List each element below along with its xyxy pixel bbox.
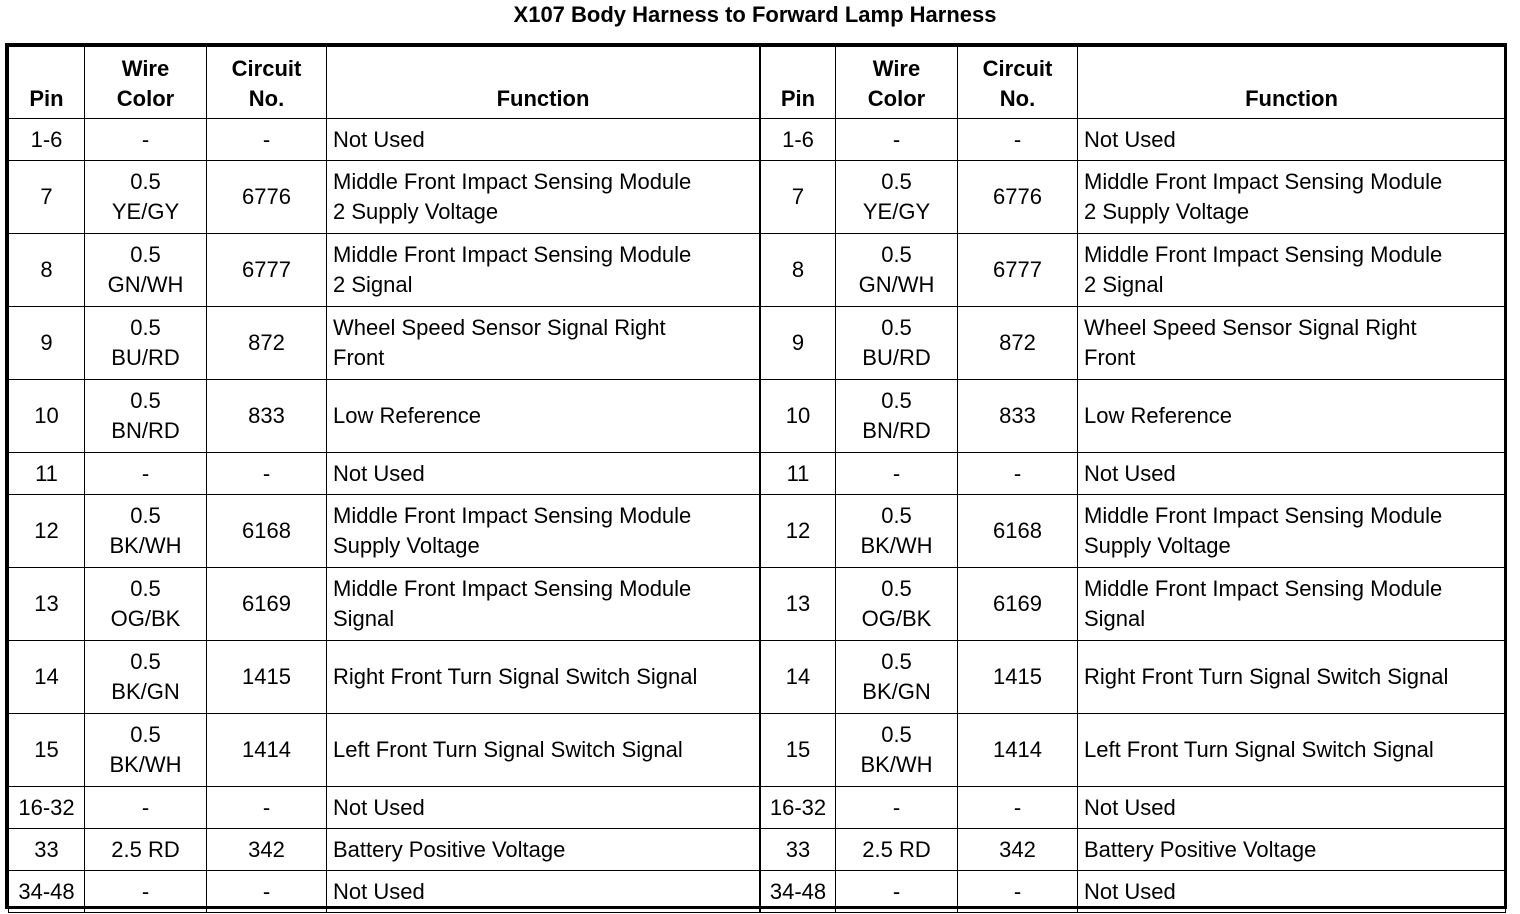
circuit-number-cell [958, 787, 1078, 829]
wire-gauge: 0.5 [881, 649, 912, 674]
pin-value: 33 [785, 836, 811, 862]
circuit-number: 833 [999, 403, 1036, 428]
pin-cell [761, 829, 836, 871]
wire-gauge: - [892, 878, 901, 904]
wire-color: BK/GN [862, 679, 931, 704]
pin-cell [9, 307, 85, 380]
wire-color-header-line2: Color [116, 86, 175, 111]
wire-color: BK/WH [860, 752, 933, 777]
wire-color-cell [836, 714, 958, 787]
pin-value: 34-48 [18, 878, 75, 904]
wire-gauge: 0.5 [881, 388, 912, 413]
function-cell [1078, 161, 1506, 234]
pin-table-right [760, 46, 1506, 913]
wire-gauge: 0.5 [881, 315, 912, 340]
function-cell [327, 307, 760, 380]
function-line1: Middle Front Impact Sensing Module [1084, 169, 1443, 194]
function-cell [1078, 641, 1506, 714]
function-cell [1078, 234, 1506, 307]
wire-gauge: 0.5 [130, 242, 161, 267]
wire-color: BN/RD [111, 418, 180, 443]
wire-gauge: - [892, 460, 901, 486]
wire-color-cell [836, 307, 958, 380]
circuit-number: 6169 [993, 591, 1042, 616]
function-line2: Signal [1084, 606, 1146, 631]
function-cell [327, 641, 760, 714]
wire-color-cell [85, 829, 207, 871]
table-row [761, 380, 1506, 453]
wire-gauge: 0.5 [881, 242, 912, 267]
wire-gauge: 0.5 [130, 649, 161, 674]
function-cell [327, 714, 760, 787]
circuit-number: - [1013, 460, 1022, 486]
pin-value: 15 [785, 737, 811, 762]
pin-cell [761, 568, 836, 641]
circuit-number-cell [207, 641, 327, 714]
circuit-number: 6169 [242, 591, 291, 616]
pin-cell [761, 714, 836, 787]
table-row [9, 380, 760, 453]
pin-value: 9 [791, 330, 805, 355]
function-cell [327, 234, 760, 307]
function-cell [1078, 453, 1506, 495]
circuit-number-cell [958, 714, 1078, 787]
function-cell [1078, 871, 1506, 913]
table-row [9, 829, 760, 871]
circuit-number: 872 [248, 330, 285, 355]
function-line1: Left Front Turn Signal Switch Signal [1084, 737, 1434, 762]
wire-color: OG/BK [110, 606, 181, 631]
wire-gauge: - [141, 794, 150, 820]
circuit-number: 6776 [242, 184, 291, 209]
circuit-header-line2: No. [248, 86, 285, 111]
circuit-number: 342 [999, 836, 1036, 862]
function-line1: Middle Front Impact Sensing Module [333, 169, 692, 194]
circuit-number: 872 [999, 330, 1036, 355]
function-cell [1078, 568, 1506, 641]
circuit-number: 6776 [993, 184, 1042, 209]
table-row [761, 119, 1506, 161]
pin-value: 34-48 [769, 878, 827, 904]
circuit-header-line1: Circuit [982, 56, 1053, 81]
wire-color: GN/WH [107, 272, 184, 297]
function-line1: Middle Front Impact Sensing Module [1084, 242, 1443, 267]
circuit-number-cell [207, 161, 327, 234]
circuit-number: - [262, 126, 271, 152]
circuit-number-cell [958, 307, 1078, 380]
connector-tables [5, 43, 1507, 909]
header-row [9, 47, 760, 119]
function-line1: Middle Front Impact Sensing Module [333, 576, 692, 601]
function-line1: Middle Front Impact Sensing Module [1084, 576, 1443, 601]
wire-color-cell [85, 787, 207, 829]
pin-cell [761, 380, 836, 453]
pin-value: 15 [34, 737, 59, 762]
circuit-number: 1414 [242, 737, 291, 762]
table-row [9, 453, 760, 495]
pin-cell [761, 495, 836, 568]
wire-color-cell [85, 714, 207, 787]
circuit-header-line2: No. [999, 86, 1036, 111]
function-cell [327, 568, 760, 641]
pin-value: 11 [786, 460, 810, 486]
pin-cell [761, 161, 836, 234]
wire-gauge: 0.5 [130, 388, 161, 413]
wire-color-cell [85, 380, 207, 453]
function-cell [1078, 787, 1506, 829]
circuit-header-line1: Circuit [231, 56, 302, 81]
circuit-number-header [958, 47, 1078, 119]
circuit-number-cell [958, 453, 1078, 495]
pin-value: 9 [40, 330, 53, 355]
wire-color: BK/WH [109, 752, 182, 777]
table-row [761, 641, 1506, 714]
function-line1: Battery Positive Voltage [1084, 836, 1317, 862]
function-cell [1078, 307, 1506, 380]
function-line1: Left Front Turn Signal Switch Signal [333, 737, 683, 762]
table-row [761, 161, 1506, 234]
wire-color: BK/WH [860, 533, 933, 558]
circuit-number: - [1013, 126, 1022, 152]
function-cell [327, 829, 760, 871]
function-line1: Battery Positive Voltage [333, 836, 566, 862]
wire-color: OG/BK [861, 606, 932, 631]
wire-color-cell [836, 787, 958, 829]
circuit-number-cell [207, 119, 327, 161]
function-line2: Supply Voltage [1084, 533, 1231, 558]
wire-color-cell [836, 495, 958, 568]
pin-value: 11 [35, 460, 58, 486]
table-row [761, 714, 1506, 787]
function-cell [1078, 119, 1506, 161]
function-cell [1078, 829, 1506, 871]
function-header-label: Function [496, 86, 590, 111]
pin-cell [9, 119, 85, 161]
pin-cell [9, 234, 85, 307]
pin-cell [761, 641, 836, 714]
wire-color: BN/RD [862, 418, 931, 443]
circuit-number: 6777 [242, 257, 291, 282]
function-line1: Not Used [1084, 460, 1176, 486]
function-line1: Not Used [333, 794, 425, 820]
wire-gauge: 2.5 RD [111, 836, 180, 862]
function-line2: Signal [333, 606, 395, 631]
wire-gauge: 0.5 [130, 576, 161, 601]
wire-gauge: 0.5 [130, 503, 161, 528]
function-cell [1078, 495, 1506, 568]
pin-cell [761, 871, 836, 913]
function-cell [327, 787, 760, 829]
circuit-number-cell [207, 234, 327, 307]
function-cell [327, 119, 760, 161]
table-row [9, 119, 760, 161]
pin-value: 8 [40, 257, 53, 282]
table-row [761, 234, 1506, 307]
circuit-number: 6168 [993, 518, 1042, 543]
circuit-number-cell [207, 787, 327, 829]
wire-color-cell [836, 119, 958, 161]
function-line2: Front [333, 345, 385, 370]
wire-color-cell [836, 453, 958, 495]
pin-header-label: Pin [780, 86, 816, 111]
wire-color-cell [85, 871, 207, 913]
circuit-number-cell [207, 568, 327, 641]
pin-header-label: Pin [29, 86, 64, 111]
circuit-number: 833 [248, 403, 285, 428]
pin-cell [9, 380, 85, 453]
table-row [9, 568, 760, 641]
pin-value: 14 [34, 664, 59, 689]
pin-value: 1-6 [30, 126, 63, 152]
wire-color: GN/WH [858, 272, 935, 297]
function-line1: Not Used [333, 460, 425, 486]
circuit-number-cell [207, 495, 327, 568]
pin-cell [761, 119, 836, 161]
circuit-number-cell [958, 380, 1078, 453]
wire-color-cell [85, 307, 207, 380]
wire-color: BK/GN [111, 679, 180, 704]
pin-cell [9, 453, 85, 495]
wire-gauge: - [141, 126, 150, 152]
wire-color-header [836, 47, 958, 119]
table-row [761, 871, 1506, 913]
wire-color-header-line1: Wire [872, 56, 921, 81]
pin-cell [761, 234, 836, 307]
circuit-number: 1414 [993, 737, 1042, 762]
header-row [761, 47, 1506, 119]
pin-cell [9, 787, 85, 829]
table-row [9, 307, 760, 380]
function-line1: Not Used [1084, 126, 1176, 152]
function-line1: Right Front Turn Signal Switch Signal [1084, 664, 1449, 689]
function-line2: 2 Signal [333, 272, 413, 297]
table-row [9, 495, 760, 568]
function-header [327, 47, 760, 119]
circuit-number-cell [207, 829, 327, 871]
circuit-number: 6777 [993, 257, 1042, 282]
function-cell [1078, 380, 1506, 453]
pin-value: 1-6 [782, 126, 814, 152]
table-row [9, 787, 760, 829]
wire-color-cell [85, 495, 207, 568]
pin-cell [9, 568, 85, 641]
function-cell [327, 380, 760, 453]
pin-value: 8 [791, 257, 805, 282]
wire-gauge: 0.5 [881, 576, 912, 601]
circuit-number-cell [207, 307, 327, 380]
function-header-label: Function [1245, 86, 1338, 111]
wire-gauge: 0.5 [881, 169, 912, 194]
wire-color-cell [85, 453, 207, 495]
circuit-number-cell [207, 380, 327, 453]
pin-value: 13 [34, 591, 59, 616]
wire-gauge: - [141, 878, 150, 904]
function-cell [327, 495, 760, 568]
wire-color-cell [85, 641, 207, 714]
pin-cell [9, 829, 85, 871]
pin-cell [9, 495, 85, 568]
wire-gauge: 0.5 [881, 503, 912, 528]
function-line1: Wheel Speed Sensor Signal Right [333, 315, 666, 340]
function-cell [327, 453, 760, 495]
pin-value: 33 [34, 836, 59, 862]
pin-value: 13 [785, 591, 811, 616]
wire-color-header [85, 47, 207, 119]
table-row [761, 453, 1506, 495]
wire-color: BU/RD [862, 345, 931, 370]
circuit-number-cell [958, 119, 1078, 161]
function-line1: Low Reference [1084, 403, 1232, 428]
wire-gauge: 0.5 [881, 722, 912, 747]
table-row [761, 307, 1506, 380]
pin-value: 12 [785, 518, 811, 543]
circuit-number: - [1013, 794, 1022, 820]
function-cell [327, 871, 760, 913]
pin-cell [761, 787, 836, 829]
function-line2: 2 Supply Voltage [1084, 199, 1250, 224]
function-line1: Middle Front Impact Sensing Module [333, 242, 692, 267]
pin-cell [9, 641, 85, 714]
pin-value: 12 [34, 518, 59, 543]
circuit-number: 1415 [242, 664, 291, 689]
pin-value: 10 [34, 403, 59, 428]
table-row [761, 568, 1506, 641]
table-row [9, 714, 760, 787]
wire-color-header-line2: Color [867, 86, 926, 111]
pin-table-left [8, 46, 760, 913]
function-line1: Not Used [333, 126, 425, 152]
pin-cell [761, 307, 836, 380]
function-line2: 2 Supply Voltage [333, 199, 499, 224]
circuit-number: 6168 [242, 518, 291, 543]
wire-color-cell [836, 568, 958, 641]
circuit-number: 1415 [993, 664, 1042, 689]
wire-color-cell [85, 234, 207, 307]
circuit-number-cell [958, 568, 1078, 641]
function-line1: Not Used [1084, 794, 1176, 820]
pin-header [761, 47, 836, 119]
table-row [9, 234, 760, 307]
table-row [9, 161, 760, 234]
circuit-number: - [1013, 878, 1022, 904]
pin-cell [9, 871, 85, 913]
pin-value: 10 [785, 403, 811, 428]
circuit-number-cell [207, 714, 327, 787]
wire-gauge: - [892, 794, 901, 820]
circuit-number-cell [958, 161, 1078, 234]
table-row [761, 787, 1506, 829]
circuit-number: - [262, 794, 271, 820]
table-row [9, 871, 760, 913]
pin-value: 16-32 [769, 794, 827, 820]
function-line1: Right Front Turn Signal Switch Signal [333, 664, 698, 689]
pin-header [9, 47, 85, 119]
pin-value: 7 [791, 184, 805, 209]
function-line1: Middle Front Impact Sensing Module [1084, 503, 1443, 528]
circuit-number: - [262, 460, 271, 486]
wire-color-cell [836, 871, 958, 913]
wire-color: BU/RD [111, 345, 180, 370]
function-header [1078, 47, 1506, 119]
wire-gauge: - [892, 126, 901, 152]
table-row [761, 495, 1506, 568]
circuit-number-cell [207, 453, 327, 495]
function-line1: Low Reference [333, 403, 481, 428]
function-cell [327, 161, 760, 234]
circuit-number-cell [958, 495, 1078, 568]
function-line1: Not Used [333, 878, 425, 904]
circuit-number-header [207, 47, 327, 119]
pin-cell [9, 161, 85, 234]
wire-color-cell [85, 161, 207, 234]
wire-color-cell [836, 161, 958, 234]
table-row [761, 829, 1506, 871]
wire-color: YE/GY [111, 199, 180, 224]
circuit-number: - [262, 878, 271, 904]
pin-cell [9, 714, 85, 787]
circuit-number-cell [958, 641, 1078, 714]
wire-gauge: - [141, 460, 150, 486]
pin-value: 7 [40, 184, 53, 209]
wire-color-cell [836, 234, 958, 307]
circuit-number-cell [207, 871, 327, 913]
wire-color-cell [836, 380, 958, 453]
circuit-number-cell [958, 234, 1078, 307]
wire-gauge: 0.5 [130, 722, 161, 747]
wire-gauge: 0.5 [130, 315, 161, 340]
function-cell [1078, 714, 1506, 787]
pin-value: 14 [785, 664, 811, 689]
wire-color-cell [85, 568, 207, 641]
function-line2: 2 Signal [1084, 272, 1164, 297]
table-row [9, 641, 760, 714]
wire-color: BK/WH [109, 533, 182, 558]
wire-color-cell [85, 119, 207, 161]
function-line2: Supply Voltage [333, 533, 480, 558]
wire-color-cell [836, 641, 958, 714]
function-line1: Middle Front Impact Sensing Module [333, 503, 692, 528]
function-line2: Front [1084, 345, 1136, 370]
circuit-number-cell [958, 829, 1078, 871]
wire-color-header-line1: Wire [121, 56, 170, 81]
function-line1: Wheel Speed Sensor Signal Right [1084, 315, 1417, 340]
circuit-number-cell [958, 871, 1078, 913]
wire-gauge: 0.5 [130, 169, 161, 194]
pin-cell [761, 453, 836, 495]
wire-color-cell [836, 829, 958, 871]
function-line1: Not Used [1084, 878, 1176, 904]
circuit-number: 342 [248, 836, 285, 862]
pin-value: 16-32 [18, 794, 75, 820]
wire-gauge: 2.5 RD [862, 836, 931, 862]
document-title: X107 Body Harness to Forward Lamp Harness [513, 2, 997, 27]
wire-color: YE/GY [862, 199, 931, 224]
